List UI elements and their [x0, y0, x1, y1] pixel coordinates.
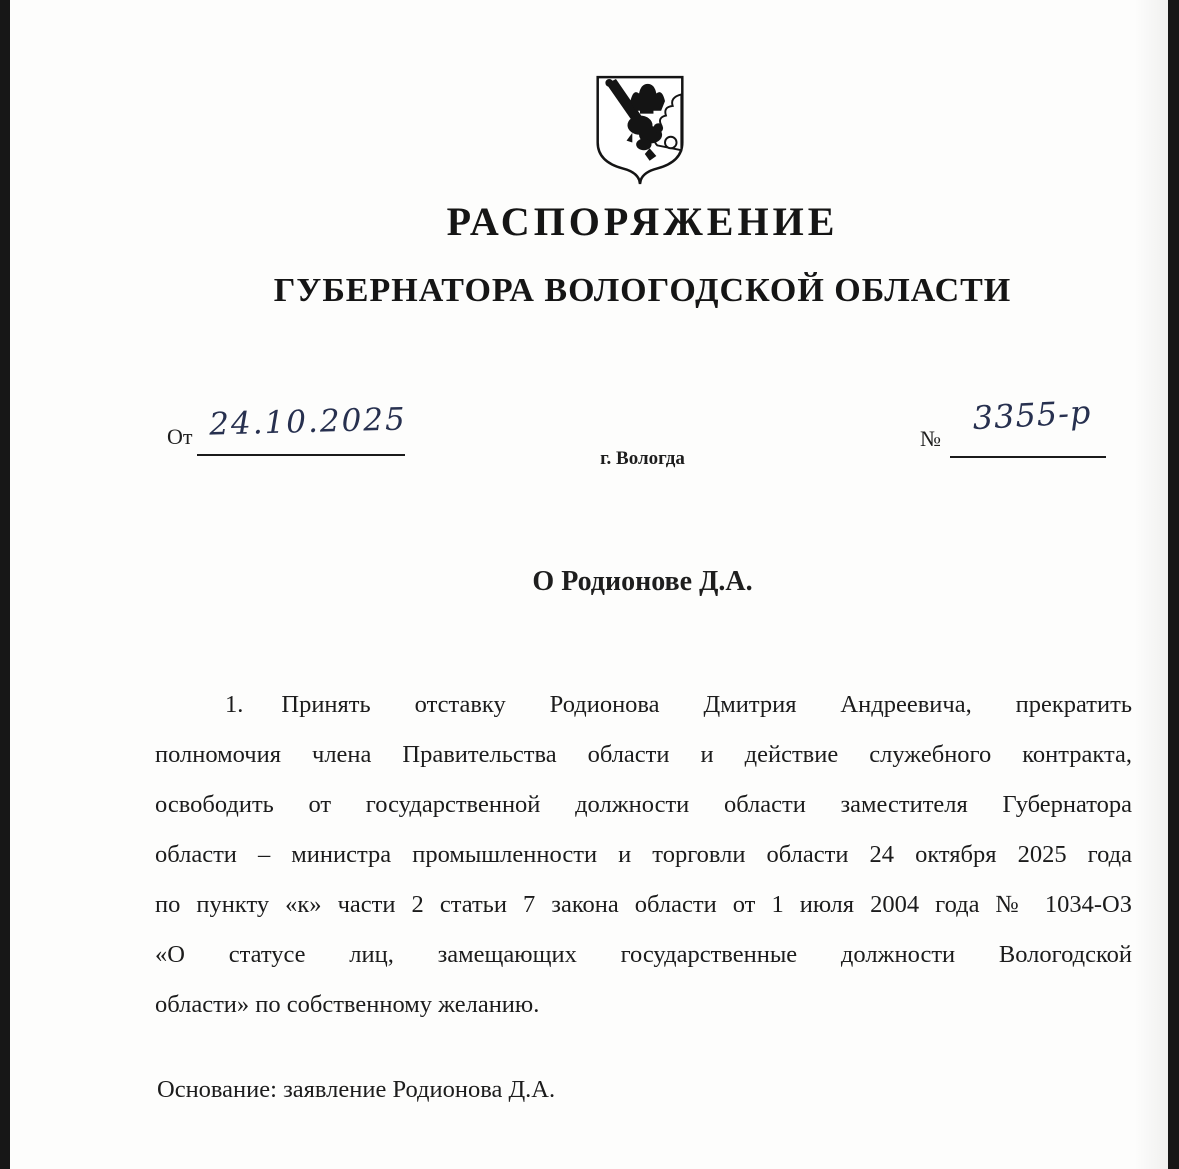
body-line: области – министра промышленности и торговли области 24 октября 2025 года: [155, 841, 1132, 868]
body-line: «О статусе лиц, замещающих государственные должности Вологодской: [155, 941, 1132, 968]
body-line: освободить от государственной должности области заместителя Губернатора: [155, 791, 1132, 818]
body-line: полномочия члена Правительства области и действие служебного контракта,: [155, 741, 1132, 768]
handwritten-date: 24.10.2025: [208, 401, 408, 443]
handwritten-number: 3355-р: [971, 392, 1093, 438]
date-label: От: [167, 424, 193, 449]
body-paragraph: [155, 680, 1132, 1030]
scan-edge-right: [1168, 0, 1179, 1169]
paragraph-number: 1.: [225, 691, 244, 718]
body-line: области» по собственному желанию.: [155, 991, 540, 1018]
basis-line: Основание: заявление Родионова Д.А.: [157, 1076, 556, 1103]
number-label: №: [920, 426, 941, 451]
body-line: по пункту «к» части 2 статьи 7 закона области от 1 июля 2004 года № 1034-ОЗ: [155, 891, 1132, 918]
document-title: РАСПОРЯЖЕНИЕ: [446, 199, 839, 244]
coat-of-arms-vologda-icon: [590, 70, 690, 190]
city-line: г. Вологда: [600, 448, 685, 469]
document-subtitle: ГУБЕРНАТОРА ВОЛОГОДСКОЙ ОБЛАСТИ: [273, 272, 1012, 309]
body-line-text: Принять отставку Родионова Дмитрия Андреевича, прекратить: [281, 691, 1132, 718]
subject-heading: О Родионове Д.А.: [532, 566, 753, 597]
body-line: [155, 680, 1132, 730]
scan-edge-left: [0, 0, 10, 1169]
document-page: [10, 0, 1168, 1169]
